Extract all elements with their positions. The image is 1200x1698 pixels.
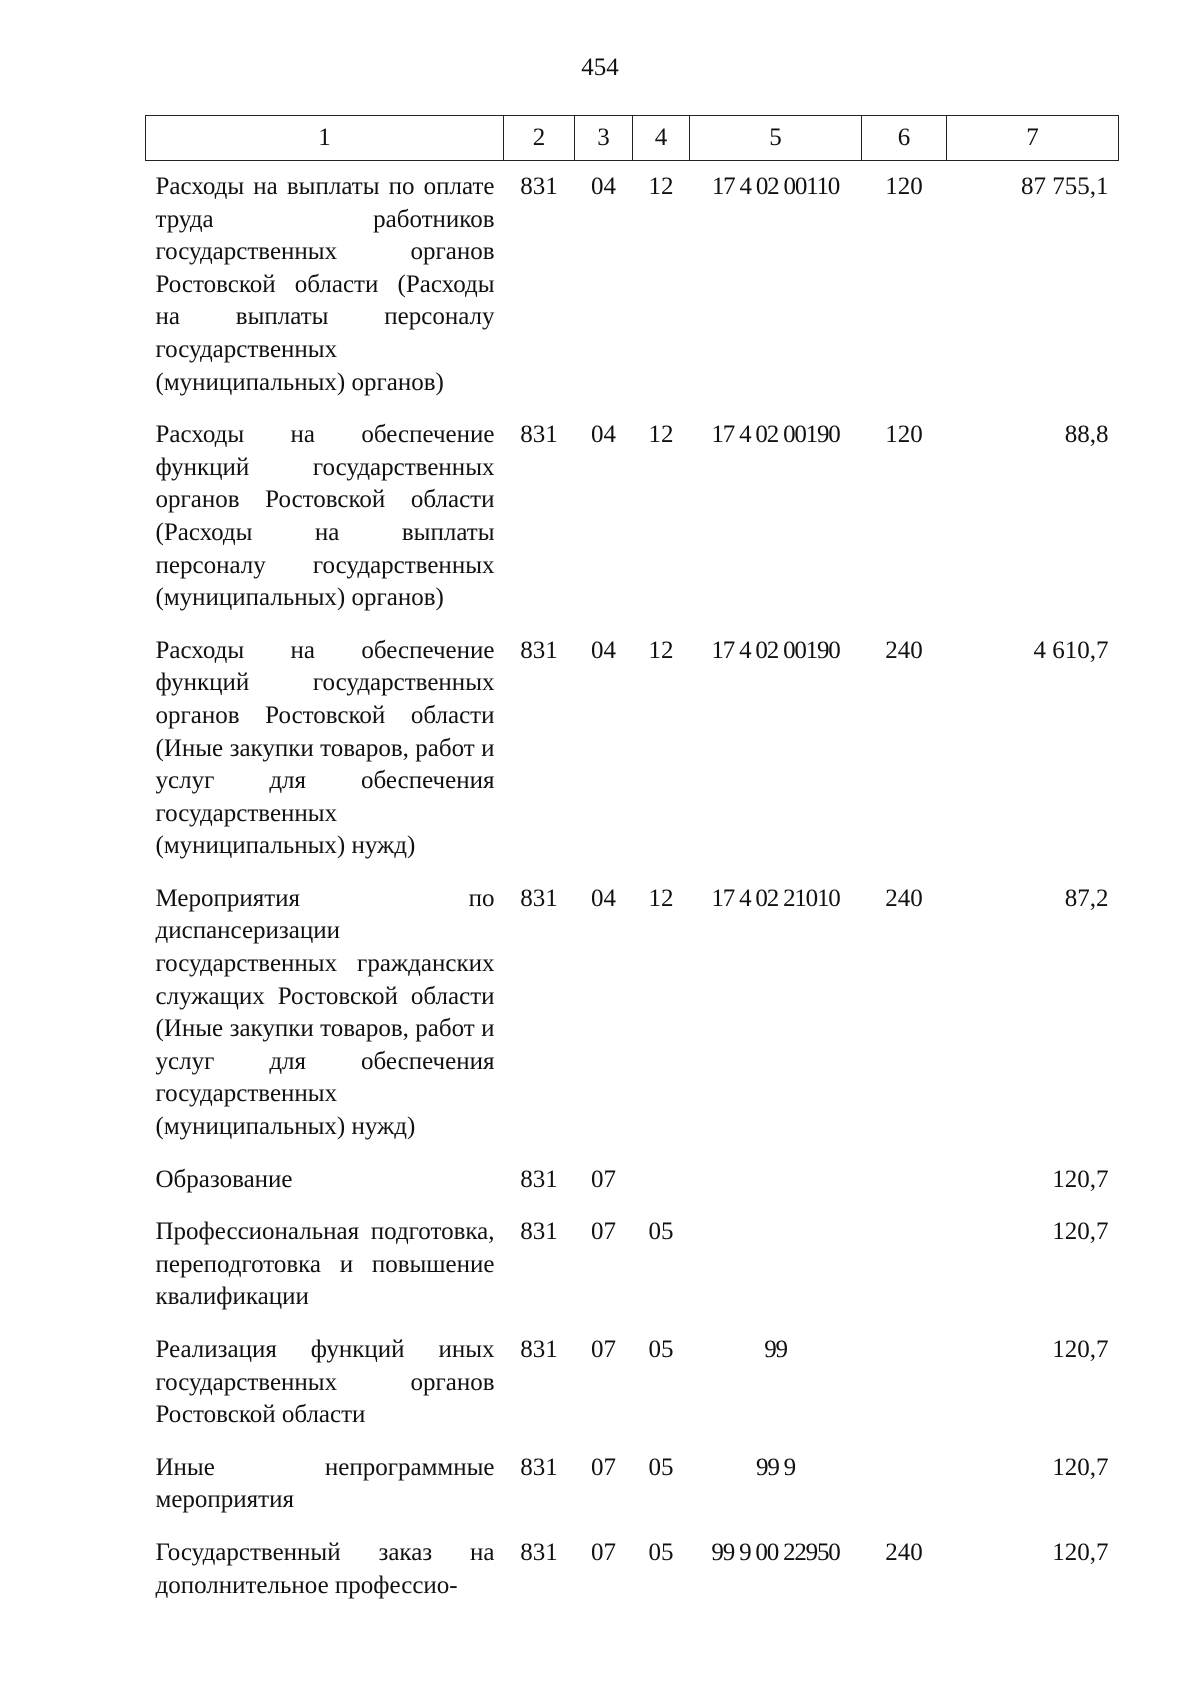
row-expense-type: 120 xyxy=(885,421,923,449)
row-amount: 120,7 xyxy=(1052,1165,1109,1193)
row-name: Профессиональная подготовка, переподготовка и повышение квалификации xyxy=(155,1218,495,1311)
budget-table xyxy=(145,115,1119,1614)
row-name: Расходы на выплаты по оплате труда работников государственных органов Ростовской области (Расходы на выплаты персоналу государственных (муниципальных) органов) xyxy=(155,173,495,396)
row-name: Иные непрограммные мероприятия xyxy=(155,1453,495,1514)
row-target-article: 99 xyxy=(764,1336,787,1363)
table-header xyxy=(146,116,1119,161)
row-amount: 120,7 xyxy=(1052,1218,1109,1246)
row-subsection-code xyxy=(633,1156,690,1209)
table-row xyxy=(146,161,1119,412)
row-subsection-code: 05 xyxy=(648,1453,674,1481)
row-expense-type: 240 xyxy=(885,636,923,664)
table-row xyxy=(146,411,1119,627)
row-ved-code: 831 xyxy=(520,636,558,664)
row-subsection-code: 05 xyxy=(648,1538,674,1566)
row-target-article: 17 4 02 21010 xyxy=(711,884,840,912)
row-section-code: 07 xyxy=(591,1218,616,1246)
row-name: Мероприятия по диспансеризации государственных гражданских служащих Ростовской области (Иные закупки товаров, работ и услуг для обеспечения государственных (муниципальных) нужд) xyxy=(155,884,495,1141)
table-row xyxy=(146,627,1119,875)
row-section-code: 04 xyxy=(591,884,616,912)
row-subsection-code: 05 xyxy=(648,1218,674,1246)
row-section-code: 04 xyxy=(591,421,616,449)
row-section-code: 07 xyxy=(591,1538,616,1566)
page-number: 454 xyxy=(581,54,619,81)
row-section-code: 07 xyxy=(591,1336,616,1363)
row-subsection-code: 12 xyxy=(648,421,674,449)
row-expense-type xyxy=(862,1156,947,1209)
row-ved-code: 831 xyxy=(520,884,558,912)
row-amount: 4 610,7 xyxy=(1033,636,1109,664)
row-name: Государственный заказ на дополнительное профессио- xyxy=(155,1538,495,1599)
table-row xyxy=(146,875,1119,1156)
table-row xyxy=(146,1444,1119,1529)
header-row xyxy=(146,116,1119,161)
header-col-3: 3 xyxy=(575,116,633,161)
row-ved-code: 831 xyxy=(520,421,558,449)
row-expense-type xyxy=(862,1208,947,1326)
header-col-6: 6 xyxy=(862,116,947,161)
row-expense-type: 240 xyxy=(885,884,923,912)
row-section-code: 07 xyxy=(591,1165,616,1193)
row-section-code: 04 xyxy=(591,173,616,200)
row-amount: 87,2 xyxy=(1064,884,1109,912)
row-ved-code: 831 xyxy=(520,1165,558,1193)
table-row xyxy=(146,1529,1119,1614)
row-subsection-code: 12 xyxy=(648,173,674,200)
row-ved-code: 831 xyxy=(520,1218,558,1246)
table-row xyxy=(146,1156,1119,1209)
row-amount: 120,7 xyxy=(1052,1453,1109,1481)
row-target-article: 99 9 xyxy=(756,1453,795,1481)
row-subsection-code: 12 xyxy=(648,884,674,912)
row-expense-type xyxy=(862,1326,947,1444)
header-col-7: 7 xyxy=(947,116,1119,161)
row-ved-code: 831 xyxy=(520,173,558,200)
table-row xyxy=(146,1208,1119,1326)
row-subsection-code: 12 xyxy=(648,636,674,664)
row-ved-code: 831 xyxy=(520,1538,558,1566)
row-amount: 88,8 xyxy=(1064,421,1109,449)
row-target-article xyxy=(690,1156,862,1209)
header-col-2: 2 xyxy=(504,116,575,161)
row-target-article: 17 4 02 00190 xyxy=(711,636,840,664)
row-section-code: 04 xyxy=(591,636,616,664)
row-ved-code: 831 xyxy=(520,1336,558,1363)
row-section-code: 07 xyxy=(591,1453,616,1481)
row-name: Расходы на обеспечение функций государственных органов Ростовской области (Иные закупки товаров, работ и услуг для обеспечения государственных (муниципальных) нужд) xyxy=(155,636,495,860)
row-amount: 120,7 xyxy=(1052,1336,1109,1363)
row-amount: 120,7 xyxy=(1052,1538,1109,1566)
row-name: Расходы на обеспечение функций государственных органов Ростовской области (Расходы на выплаты персоналу государственных (муниципальных) органов) xyxy=(155,421,495,612)
row-ved-code: 831 xyxy=(520,1453,558,1481)
header-col-1: 1 xyxy=(146,116,504,161)
row-name: Образование xyxy=(155,1165,293,1193)
header-col-5: 5 xyxy=(690,116,862,161)
row-target-article: 17 4 02 00190 xyxy=(711,421,840,449)
table-body xyxy=(146,161,1119,1615)
row-target-article: 99 9 00 22950 xyxy=(711,1538,840,1566)
row-name: Реализация функций иных государственных органов Ростовской области xyxy=(155,1336,495,1429)
row-amount: 87 755,1 xyxy=(1021,173,1109,200)
row-subsection-code: 05 xyxy=(648,1336,674,1363)
header-col-4: 4 xyxy=(633,116,690,161)
row-expense-type: 120 xyxy=(885,173,923,200)
row-target-article: 17 4 02 00110 xyxy=(711,173,840,200)
row-expense-type xyxy=(862,1444,947,1529)
table-row xyxy=(146,1326,1119,1444)
row-expense-type: 240 xyxy=(885,1538,923,1566)
row-target-article xyxy=(690,1208,862,1326)
